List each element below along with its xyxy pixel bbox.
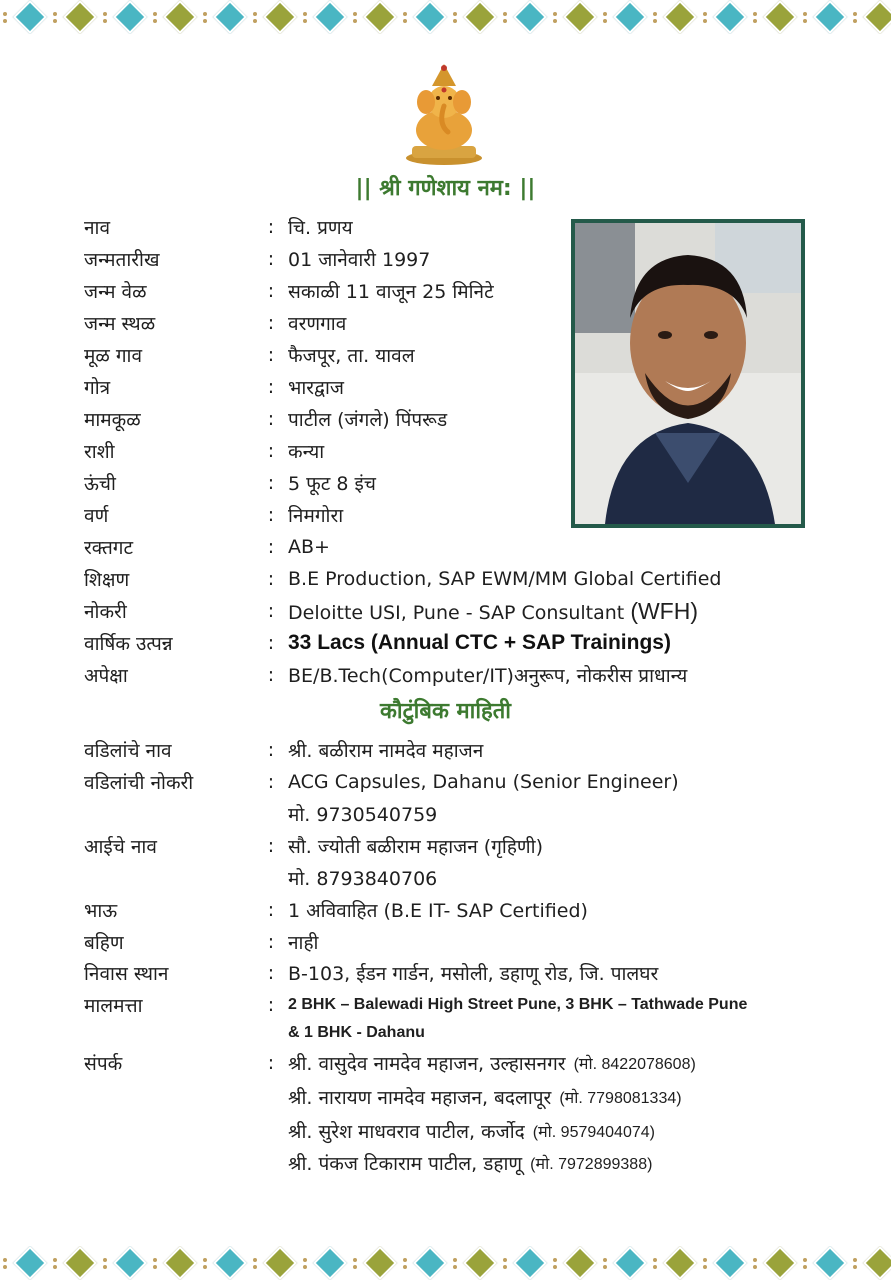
contact-entry bbox=[288, 1116, 655, 1146]
contact-entry bbox=[288, 1148, 652, 1178]
personal-info-row bbox=[84, 308, 346, 338]
family-info-row bbox=[84, 735, 483, 765]
family-info-row bbox=[84, 895, 588, 925]
colon: : bbox=[267, 835, 275, 857]
profile-photo bbox=[571, 219, 805, 528]
border-motif bbox=[0, 1251, 50, 1275]
border-motif bbox=[300, 5, 350, 29]
field-value-text: पाटील (जंगले) पिंपरूड bbox=[288, 409, 448, 431]
field-value bbox=[288, 406, 447, 432]
contact-phone: (मो. 7798081334) bbox=[559, 1090, 682, 1107]
family-info-row bbox=[84, 767, 679, 797]
field-value-continuation bbox=[288, 863, 437, 893]
colon: : bbox=[267, 248, 275, 270]
field-value bbox=[288, 438, 324, 464]
colon: : bbox=[267, 771, 275, 793]
contact-name: श्री. पंकज टिकाराम पाटील, डहाणू bbox=[288, 1153, 523, 1175]
field-label: निवास स्थान bbox=[84, 963, 169, 985]
field-label: रक्तगट bbox=[84, 537, 134, 559]
field-value bbox=[288, 214, 353, 240]
field-value bbox=[288, 374, 344, 400]
border-motif bbox=[850, 1251, 891, 1275]
field-value: सौ. ज्योती बळीराम महाजन (गृहिणी) bbox=[288, 836, 543, 858]
field-value-text: 33 Lacs (Annual CTC + SAP Trainings) bbox=[288, 631, 671, 654]
field-value-text: सकाळी 11 वाजून 25 मिनिटे bbox=[288, 281, 494, 303]
work-mode-badge: (WFH) bbox=[630, 597, 698, 624]
border-motif bbox=[150, 5, 200, 29]
colon: : bbox=[267, 739, 275, 761]
field-label: नाव bbox=[84, 217, 111, 239]
field-label: वार्षिक उत्पन्न bbox=[84, 633, 173, 655]
field-value-text: Deloitte USI, Pune - SAP Consultant bbox=[288, 601, 625, 624]
border-motif bbox=[600, 5, 650, 29]
personal-info-row bbox=[84, 564, 721, 594]
border-motif bbox=[250, 5, 300, 29]
border-motif bbox=[550, 5, 600, 29]
border-motif bbox=[450, 5, 500, 29]
field-value-text: फैजपूर, ता. यावल bbox=[288, 345, 415, 367]
personal-info-row bbox=[84, 628, 671, 658]
border-motif bbox=[850, 5, 891, 29]
field-label: राशी bbox=[84, 441, 115, 463]
colon: : bbox=[267, 600, 275, 622]
field-value-text: भारद्वाज bbox=[288, 377, 344, 399]
field-label: बहिण bbox=[84, 932, 124, 954]
field-value bbox=[288, 470, 376, 496]
colon: : bbox=[267, 931, 275, 953]
field-value bbox=[288, 310, 346, 336]
field-label: गोत्र bbox=[84, 377, 111, 399]
colon: : bbox=[267, 216, 275, 238]
field-value bbox=[288, 502, 343, 528]
invocation-heading: || श्री गणेशाय नम: || bbox=[355, 176, 536, 201]
field-value-text: कन्या bbox=[288, 441, 325, 463]
ganesh-idol-icon bbox=[402, 62, 486, 166]
border-motif bbox=[300, 1251, 350, 1275]
field-value: नाही bbox=[288, 932, 319, 954]
border-motif bbox=[750, 5, 800, 29]
field-label: भाऊ bbox=[84, 900, 118, 922]
colon: : bbox=[267, 568, 275, 590]
colon: : bbox=[267, 344, 275, 366]
colon: : bbox=[267, 280, 275, 302]
family-info-row bbox=[84, 831, 543, 861]
person-photo-icon bbox=[575, 223, 801, 524]
border-motif bbox=[500, 5, 550, 29]
field-value-text: & 1 BHK - Dahanu bbox=[288, 1024, 425, 1041]
field-value bbox=[288, 662, 687, 688]
border-motif bbox=[500, 1251, 550, 1275]
border-motif bbox=[800, 5, 850, 29]
bottom-border-pattern bbox=[0, 1246, 891, 1280]
field-label: नोकरी bbox=[84, 601, 127, 623]
field-label: अपेक्षा bbox=[84, 665, 128, 687]
field-label: ऊंची bbox=[84, 473, 116, 495]
contact-entry bbox=[288, 1082, 682, 1112]
field-value-text: AB+ bbox=[288, 536, 330, 558]
field-value-text: निमगोरा bbox=[288, 505, 344, 527]
family-info-row bbox=[84, 927, 318, 957]
border-motif bbox=[50, 5, 100, 29]
personal-info-row bbox=[84, 404, 447, 434]
personal-info-row bbox=[84, 660, 687, 690]
contact-phone: (मो. 9579404074) bbox=[532, 1124, 655, 1141]
contact-label: संपर्क bbox=[84, 1053, 123, 1075]
contact-row bbox=[84, 1048, 288, 1078]
field-value-text: मो. 8793840706 bbox=[288, 868, 438, 890]
field-value-text: मो. 9730540759 bbox=[288, 804, 438, 826]
contact-entry bbox=[288, 1048, 696, 1078]
border-motif bbox=[50, 1251, 100, 1275]
field-value: 1 अविवाहित (B.E IT- SAP Certified) bbox=[288, 900, 588, 922]
border-motif bbox=[350, 1251, 400, 1275]
colon: : bbox=[267, 899, 275, 921]
field-value: 2 BHK – Balewadi High Street Pune, 3 BHK – Tathwade Pune bbox=[288, 996, 748, 1013]
field-label: मालमत्ता bbox=[84, 995, 143, 1017]
border-motif bbox=[550, 1251, 600, 1275]
border-motif bbox=[600, 1251, 650, 1275]
colon: : bbox=[267, 440, 275, 462]
field-label: मूळ गाव bbox=[84, 345, 143, 367]
field-label: जन्मतारीख bbox=[84, 249, 160, 271]
border-motif bbox=[100, 1251, 150, 1275]
personal-info-row bbox=[84, 468, 376, 498]
border-motif bbox=[400, 5, 450, 29]
field-value: ACG Capsules, Dahanu (Senior Engineer) bbox=[288, 771, 679, 793]
personal-info-row bbox=[84, 372, 344, 402]
border-motif bbox=[150, 1251, 200, 1275]
colon: : bbox=[267, 536, 275, 558]
border-motif bbox=[650, 5, 700, 29]
colon: : bbox=[267, 472, 275, 494]
personal-info-row bbox=[84, 212, 353, 242]
border-motif bbox=[650, 1251, 700, 1275]
field-label: वडिलांचे नाव bbox=[84, 740, 172, 762]
contact-phone: (मो. 7972899388) bbox=[530, 1156, 653, 1173]
border-motif bbox=[100, 5, 150, 29]
field-label: मामकूळ bbox=[84, 409, 141, 431]
field-value-continuation bbox=[288, 799, 437, 829]
personal-info-row bbox=[84, 276, 494, 306]
top-border-pattern bbox=[0, 0, 891, 34]
field-value bbox=[288, 631, 671, 655]
border-motif bbox=[700, 1251, 750, 1275]
personal-info-row bbox=[84, 500, 343, 530]
border-motif bbox=[250, 1251, 300, 1275]
colon: : bbox=[267, 376, 275, 398]
field-label: जन्म वेळ bbox=[84, 281, 147, 303]
contact-name: श्री. वासुदेव नामदेव महाजन, उल्हासनगर bbox=[288, 1053, 566, 1075]
field-value-text: B.E Production, SAP EWM/MM Global Certified bbox=[288, 568, 722, 590]
field-value-text: 5 फूट 8 इंच bbox=[288, 473, 376, 495]
border-motif bbox=[0, 5, 50, 29]
personal-info-row bbox=[84, 436, 324, 466]
colon: : bbox=[267, 504, 275, 526]
family-info-heading: कौटुंबिक माहिती bbox=[380, 699, 511, 724]
family-info-row bbox=[84, 958, 658, 988]
border-motif bbox=[400, 1251, 450, 1275]
border-motif bbox=[700, 5, 750, 29]
field-label: शिक्षण bbox=[84, 569, 130, 591]
field-value bbox=[288, 536, 330, 558]
field-value-continuation bbox=[288, 1018, 425, 1048]
field-value: श्री. बळीराम नामदेव महाजन bbox=[288, 740, 484, 762]
colon: : bbox=[267, 1052, 275, 1074]
colon: : bbox=[267, 632, 275, 654]
personal-info-row bbox=[84, 340, 415, 370]
field-label: आईचे नाव bbox=[84, 836, 157, 858]
family-info-row bbox=[84, 990, 747, 1020]
colon: : bbox=[267, 408, 275, 430]
field-value-text: 01 जानेवारी 1997 bbox=[288, 249, 431, 271]
border-motif bbox=[200, 5, 250, 29]
personal-info-row bbox=[84, 596, 698, 626]
contact-name: श्री. सुरेश माधवराव पाटील, कर्जोद bbox=[288, 1121, 525, 1143]
colon: : bbox=[267, 664, 275, 686]
field-label: वडिलांची नोकरी bbox=[84, 772, 194, 794]
contact-name: श्री. नारायण नामदेव महाजन, बदलापूर bbox=[288, 1087, 552, 1109]
field-value bbox=[288, 568, 721, 590]
border-motif bbox=[800, 1251, 850, 1275]
field-value bbox=[288, 342, 415, 368]
personal-info-row bbox=[84, 532, 330, 562]
field-value-text: चि. प्रणय bbox=[288, 217, 353, 239]
personal-info-row bbox=[84, 244, 430, 274]
border-motif bbox=[200, 1251, 250, 1275]
field-value-text: BE/B.Tech(Computer/IT)अनुरूप, नोकरीस प्राधान्य bbox=[288, 665, 688, 687]
border-motif bbox=[750, 1251, 800, 1275]
colon: : bbox=[267, 994, 275, 1016]
contact-phone: (मो. 8422078608) bbox=[573, 1056, 696, 1073]
field-value bbox=[288, 598, 698, 625]
border-motif bbox=[450, 1251, 500, 1275]
field-value: B-103, ईडन गार्डन, मसोली, डहाणू रोड, जि. पालघर bbox=[288, 963, 659, 985]
colon: : bbox=[267, 312, 275, 334]
colon: : bbox=[267, 962, 275, 984]
field-value-text: वरणगाव bbox=[288, 313, 347, 335]
field-value bbox=[288, 278, 494, 304]
field-value bbox=[288, 246, 430, 272]
field-label: जन्म स्थळ bbox=[84, 313, 156, 335]
field-label: वर्ण bbox=[84, 505, 109, 527]
border-motif bbox=[350, 5, 400, 29]
